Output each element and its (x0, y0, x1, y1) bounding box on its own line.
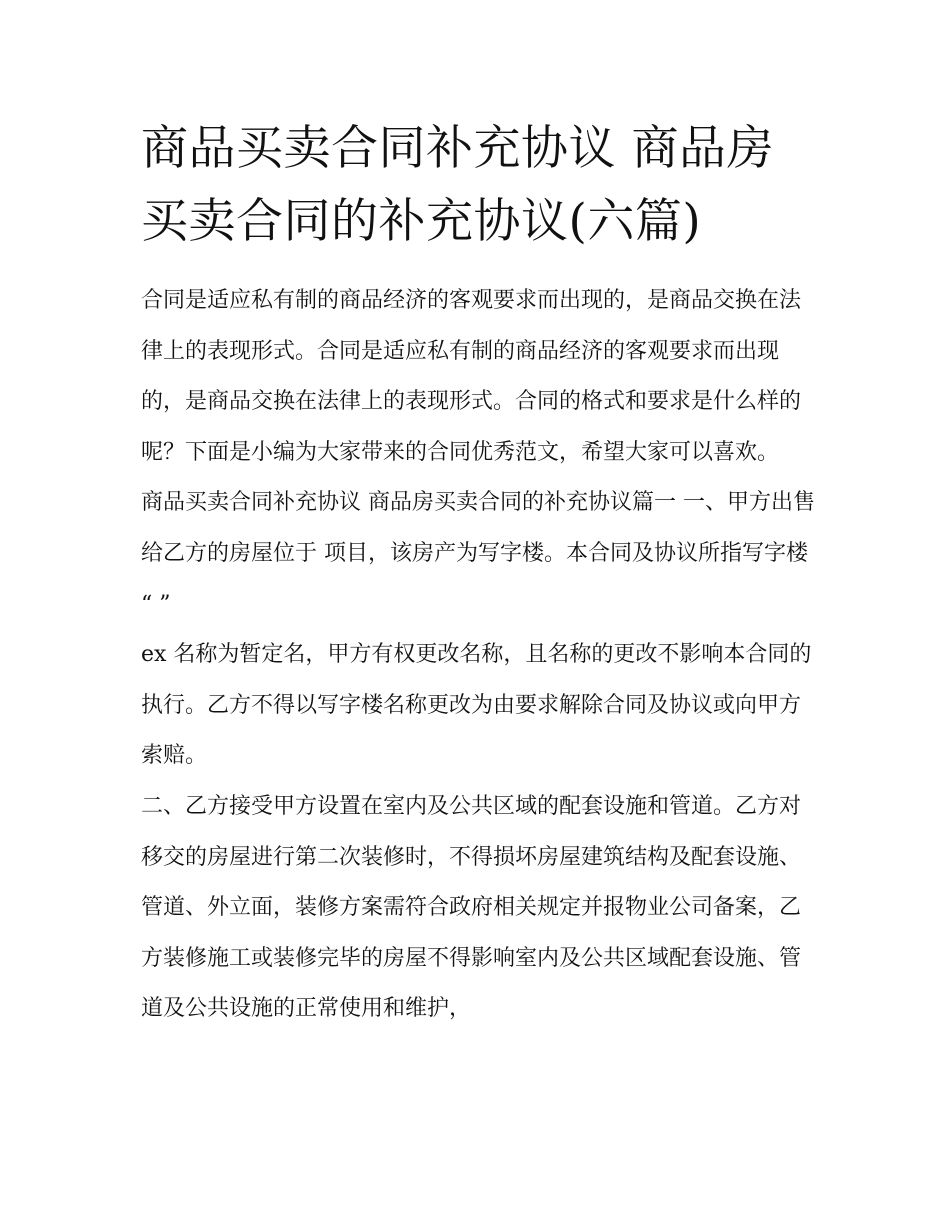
paragraph-intro: 合同是适应私有制的商品经济的客观要求而出现的，是商品交换在法律上的表现形式。合同是适应私有制的商品经济的客观要求而出现的，是商品交换在法律上的表现形式。合同的格式和要求是什么样的呢？下面是小编为大家带来的合同优秀范文，希望大家可以喜欢。 (141, 288, 802, 465)
paragraph-article-two: 二、乙方接受甲方设置在室内及公共区域的配套设施和管道。乙方对移交的房屋进行第二次装修时，不得损坏房屋建筑结构及配套设施、管道、外立面，装修方案需符合政府相关规定并报物业公司备案，乙方装修施工或装修完毕的房屋不得影响室内及公共区域配套设施、管道及公共设施的正常使用和维护， (141, 793, 802, 1022)
document-title: 商品买卖合同补充协议 商品房买卖合同的补充协议(六篇) (141, 121, 774, 249)
paragraph-name-clause: ex 名称为暂定名，甲方有权更改名称，且名称的更改不影响本合同的执行。乙方不得以写字楼名称更改为由要求解除合同及协议或向甲方索赔。 (141, 642, 812, 769)
paragraph-article-one: 商品买卖合同补充协议 商品房买卖合同的补充协议篇一 一、甲方出售给乙方的房屋位于 项目，该房产为写字楼。本合同及协议所指写字楼 “ ” (141, 490, 815, 617)
document-body (141, 276, 821, 1035)
